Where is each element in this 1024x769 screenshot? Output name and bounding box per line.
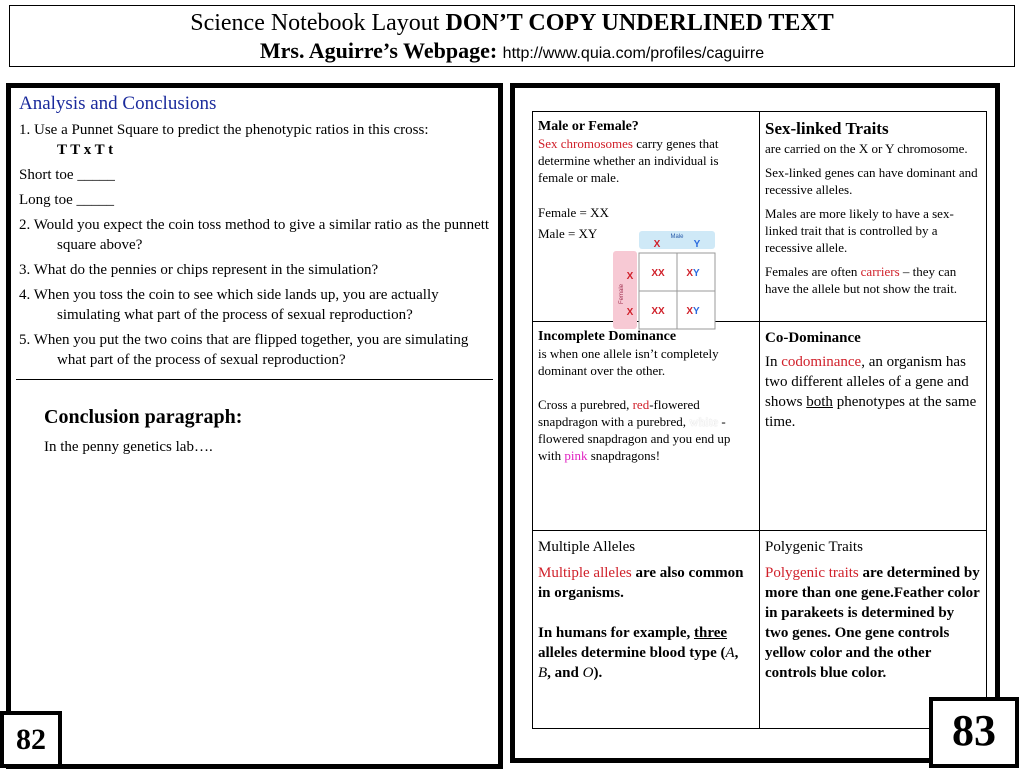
- sex-linked-title: Sex-linked Traits: [765, 119, 889, 138]
- question-2: 2. Would you expect the coin toss method to give a similar ratio as the punnett square above?: [19, 217, 490, 253]
- left-notebook-page: [6, 83, 503, 769]
- cell-xx-1: XX: [651, 268, 665, 279]
- header-box: [9, 5, 1015, 67]
- co-dominance-desc: In codominance, an organism has two different alleles of a gene and shows both phenotypes at the same time.: [765, 354, 977, 430]
- male-label: Male: [670, 234, 684, 240]
- cell-xy-1-y: Y: [693, 268, 700, 279]
- multiple-alleles-p2: In humans for example, three alleles determine blood type (A, B, and O).: [538, 625, 739, 681]
- header-title-bold: DON’T COPY UNDERLINED TEXT: [445, 10, 834, 36]
- cell-incomplete-dominance: [533, 322, 760, 531]
- cell-multiple-alleles: [533, 531, 760, 729]
- incomplete-dominance-title: Incomplete Dominance: [538, 329, 677, 344]
- row-2-x-label: X: [626, 307, 634, 318]
- multiple-alleles-title: Multiple Alleles: [538, 539, 636, 555]
- col-y-label: Y: [693, 239, 701, 250]
- long-toe-blank: Long toe _____: [19, 192, 114, 208]
- page-number-right: 83: [952, 706, 996, 755]
- webpage-url-link[interactable]: http://www.quia.com/profiles/caguirre: [502, 45, 765, 62]
- female-side-band: [613, 251, 637, 329]
- short-toe-blank: Short toe _____: [19, 167, 115, 183]
- header-title-normal: Science Notebook Layout: [190, 10, 446, 36]
- question-4: 4. When you toss the coin to see which side lands up, you are actually simulating what part of the process of sexual reproduction?: [19, 287, 439, 323]
- cell-xy-2-y: Y: [693, 306, 700, 317]
- page-number-83: [929, 697, 1019, 768]
- page-number-left: 82: [16, 723, 46, 756]
- cell-xy-2-x: X: [686, 306, 693, 317]
- conclusion-heading: Conclusion paragraph:: [44, 406, 243, 428]
- sex-linked-p4: Females are often carriers – they can have the allele but not show the trait.: [765, 264, 958, 296]
- polygenic-traits-title: Polygenic Traits: [765, 539, 863, 555]
- row-1-x-label: X: [626, 271, 634, 282]
- sex-linked-p3: Males are more likely to have a sex-linked trait that is controlled by a recessive allele.: [765, 206, 954, 255]
- male-female-title: Male or Female?: [538, 119, 639, 134]
- traits-table: [532, 111, 987, 729]
- sex-linked-p2: Sex-linked genes can have dominant and recessive alleles.: [765, 165, 978, 197]
- conclusion-body: In the penny genetics lab….: [44, 439, 213, 455]
- right-notebook-page: [510, 83, 1000, 763]
- webpage-label: Mrs. Aguirre’s Webpage:: [259, 38, 503, 63]
- question-3: 3. What do the pennies or chips represent in the simulation?: [19, 262, 379, 278]
- carriers-term: carriers: [860, 264, 900, 279]
- multiple-alleles-p1: Multiple alleles are also common in organisms.: [538, 565, 744, 601]
- polygenic-traits-desc: Polygenic traits are determined by more than one gene.Feather color in parakeets is determined by two genes. One gene controls yellow color and the other controls blue color.: [765, 565, 980, 681]
- sex-chromosomes-term: Sex chromosomes: [538, 136, 633, 151]
- incomplete-dominance-p2: Cross a purebred, red-flowered snapdragon with a purebred, white -flowered snapdragon and you end up with pink snapdragons!: [538, 397, 731, 463]
- analysis-heading: Analysis and Conclusions: [19, 93, 217, 114]
- co-dominance-title: Co-Dominance: [765, 330, 861, 346]
- incomplete-dominance-p1: is when one allele isn’t completely dominant over the other.: [538, 346, 719, 378]
- female-label: Female: [619, 283, 625, 305]
- cell-co-dominance: [760, 322, 987, 531]
- male-female-desc: carry genes that determine whether an individual is female or male.: [538, 136, 719, 185]
- col-x-label: X: [653, 239, 661, 250]
- cell-xx-2: XX: [651, 306, 665, 317]
- punnett-square-diagram: [613, 231, 717, 331]
- cell-sex-linked: [760, 112, 987, 322]
- header-webpage: [10, 38, 1014, 67]
- page-number-82: [0, 711, 62, 768]
- question-5: 5. When you put the two coins that are flipped together, you are simulating what part of the process of sexual reproduction?: [19, 332, 469, 368]
- male-xy: Male = XY: [538, 226, 598, 241]
- female-xx: Female = XX: [538, 205, 609, 220]
- cell-xy-1-x: X: [686, 268, 693, 279]
- sex-linked-p1: are carried on the X or Y chromosome.: [765, 141, 968, 156]
- question-1: 1. Use a Punnet Square to predict the phenotypic ratios in this cross:: [19, 122, 429, 138]
- header-title: [10, 8, 1014, 38]
- section-divider: [16, 379, 493, 380]
- question-1-cross: T T x T t: [57, 142, 114, 158]
